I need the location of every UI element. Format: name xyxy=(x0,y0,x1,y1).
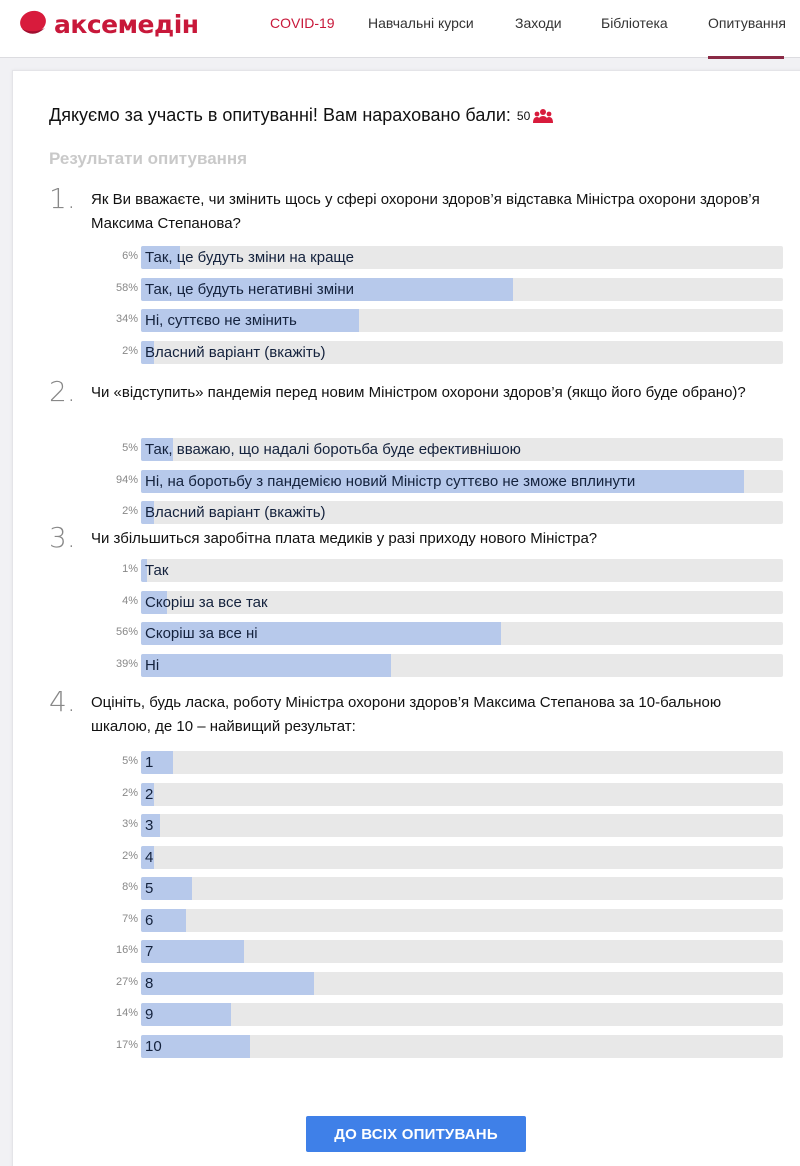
answer-option xyxy=(49,814,789,837)
nav-item-polls[interactable]: Опитування xyxy=(708,15,786,31)
nav-item-covid[interactable]: COVID-19 xyxy=(270,15,335,31)
answer-bar-track xyxy=(141,591,783,614)
question-text: Оцініть, будь ласка, роботу Міністра охорони здоров’я Максима Степанова за 10-бальною шкалою, де 10 – найвищий результат: xyxy=(91,694,722,735)
answer-percent: 2% xyxy=(122,786,138,799)
answer-option xyxy=(49,877,789,900)
answer-option xyxy=(49,846,789,869)
answer-bar-track xyxy=(141,501,783,524)
answer-bar-track xyxy=(141,246,783,269)
answer-label: 1 xyxy=(145,754,154,771)
answer-percent: 34% xyxy=(115,313,138,325)
answer-bar-track xyxy=(141,559,783,582)
answer-bar-track xyxy=(141,438,783,461)
answer-label: Власний варіант (вкажіть) xyxy=(145,504,326,521)
answer-label: Так xyxy=(145,562,169,579)
answer-label: 9 xyxy=(145,1006,154,1023)
answer-option xyxy=(49,654,789,677)
answer-option xyxy=(49,909,789,932)
answer-percent: 27% xyxy=(115,975,138,988)
answer-bar-track xyxy=(141,877,783,900)
question-text: Чи збільшиться заробітна плата медиків у разі приходу нового Міністра? xyxy=(91,530,598,547)
answer-bar-track xyxy=(141,940,783,963)
question-text: Чи «відступить» пандемія перед новим Міністром охорони здоров’я (якщо його буде обрано)? xyxy=(91,384,746,401)
points-value: 50 xyxy=(516,108,531,123)
question-number: 3. xyxy=(49,521,76,554)
answer-label: 6 xyxy=(145,911,154,929)
answer-option xyxy=(49,591,789,614)
answer-label: 2 xyxy=(145,785,154,803)
answer-percent: 16% xyxy=(115,944,138,956)
all-polls-button[interactable]: ДО ВСІХ ОПИТУВАНЬ xyxy=(306,1116,526,1152)
answer-label: Ні, на боротьбу з пандемією новий Міністр суттєво не зможе вплинути xyxy=(145,472,636,490)
answer-bar-track xyxy=(141,972,783,995)
answer-label: Скоріш за все ні xyxy=(145,625,258,642)
answer-option xyxy=(49,783,789,806)
answer-percent: 7% xyxy=(122,912,138,925)
answer-percent: 5% xyxy=(122,442,138,454)
answer-option xyxy=(49,972,789,995)
answer-bar-fill xyxy=(141,940,244,963)
answer-bar-track xyxy=(141,341,783,364)
answer-bar-track xyxy=(141,783,783,806)
answer-bar-track xyxy=(141,622,783,645)
answer-bar-track xyxy=(141,309,783,332)
answer-percent: 4% xyxy=(122,594,138,607)
answer-option xyxy=(49,470,789,493)
thanks-message xyxy=(49,105,553,126)
answer-option xyxy=(49,278,789,301)
logo-text: аксемедін xyxy=(54,9,199,39)
answer-label: Ні, суттєво не змінить xyxy=(145,312,297,329)
question-text: Як Ви вважаєте, чи змінить щось у сфері охорони здоров’я відставка Міністра охорони здоров’я Максима Степанова? xyxy=(91,191,760,232)
answer-label: 10 xyxy=(145,1037,162,1055)
answer-option xyxy=(49,751,789,774)
thanks-text: Дякуємо за участь в опитуванні! Вам нараховано бали: xyxy=(49,105,511,125)
nav-item-events[interactable]: Заходи xyxy=(515,15,562,31)
answer-option xyxy=(49,341,789,364)
answer-option xyxy=(49,1003,789,1026)
answer-percent: 3% xyxy=(122,818,138,830)
answer-option xyxy=(49,309,789,332)
answer-bar-track xyxy=(141,909,783,932)
answer-bar-fill xyxy=(141,654,391,677)
answer-percent: 56% xyxy=(115,626,138,638)
main-nav xyxy=(0,0,800,58)
answer-percent: 1% xyxy=(122,563,138,575)
answer-label: 4 xyxy=(145,848,154,866)
answer-label: Власний варіант (вкажіть) xyxy=(145,343,326,361)
active-nav-indicator xyxy=(708,56,784,59)
answer-bar-track xyxy=(141,846,783,869)
answer-percent: 58% xyxy=(115,281,138,294)
answer-percent: 6% xyxy=(122,250,138,262)
question-number: 4. xyxy=(49,685,76,718)
answer-option xyxy=(49,246,789,269)
answer-label: 5 xyxy=(145,880,154,897)
question-number: 1. xyxy=(49,182,76,215)
nav-item-library[interactable]: Бібліотека xyxy=(601,15,668,31)
answer-bar-track xyxy=(141,814,783,837)
answer-bar-track xyxy=(141,1003,783,1026)
answer-label: Скоріш за все так xyxy=(145,593,268,611)
answer-bar-fill xyxy=(141,1003,231,1026)
answer-percent: 2% xyxy=(122,849,138,862)
answer-percent: 39% xyxy=(115,657,138,670)
answer-percent: 2% xyxy=(122,505,138,517)
answer-label: 7 xyxy=(145,943,154,960)
site-header xyxy=(0,0,800,58)
answer-label: Так, вважаю, що надалі боротьба буде ефективнішою xyxy=(145,441,521,458)
answer-option xyxy=(49,940,789,963)
answer-option xyxy=(49,438,789,461)
answer-percent: 8% xyxy=(122,881,138,893)
answer-bar-track xyxy=(141,1035,783,1058)
answer-option xyxy=(49,559,789,582)
answer-percent: 5% xyxy=(122,755,138,767)
answer-bar-track xyxy=(141,751,783,774)
answer-percent: 17% xyxy=(115,1038,138,1051)
answer-label: Так, це будуть негативні зміни xyxy=(145,280,354,298)
answer-percent: 2% xyxy=(122,344,138,357)
question-number: 2. xyxy=(49,375,76,408)
answer-option xyxy=(49,501,789,524)
answer-percent: 94% xyxy=(115,473,138,486)
answer-bar-track xyxy=(141,654,783,677)
answer-label: Ні xyxy=(145,656,160,674)
answer-label: 8 xyxy=(145,974,154,992)
nav-item-courses[interactable]: Навчальні курси xyxy=(368,15,474,31)
answer-bar-track xyxy=(141,278,783,301)
answer-label: 3 xyxy=(145,817,154,834)
answer-option xyxy=(49,622,789,645)
answer-bar-track xyxy=(141,470,783,493)
answer-label: Так, це будуть зміни на краще xyxy=(145,249,354,266)
answer-bar-fill xyxy=(141,972,314,995)
users-icon xyxy=(533,108,553,124)
poll-results-card xyxy=(12,70,800,1166)
answer-option xyxy=(49,1035,789,1058)
answer-percent: 14% xyxy=(115,1007,138,1019)
results-title: Результати опитування xyxy=(49,149,248,168)
